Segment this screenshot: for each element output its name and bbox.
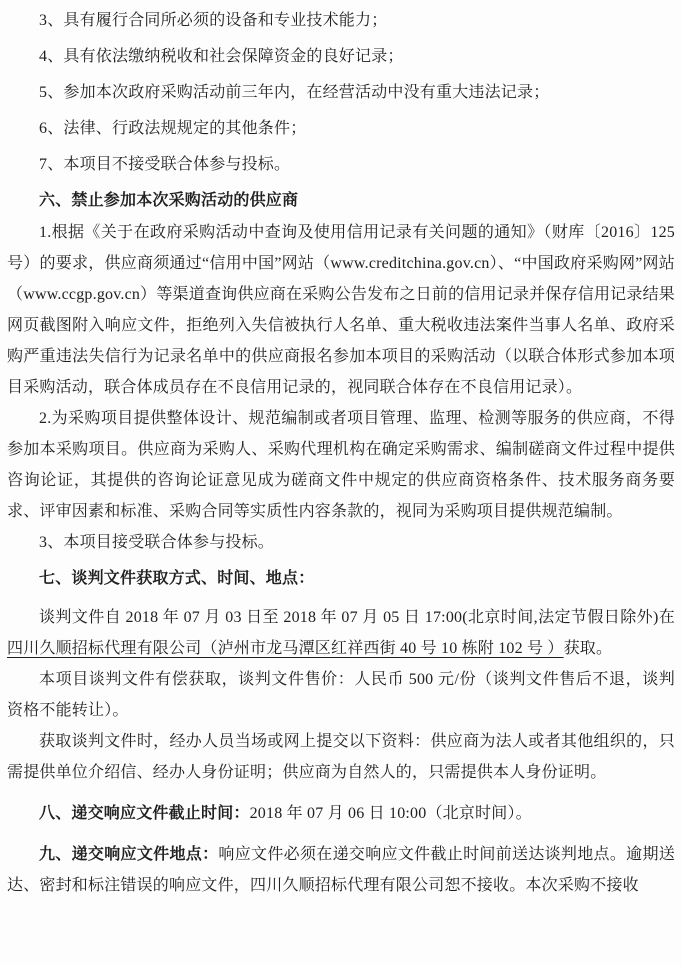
paragraph-delivery-address xyxy=(7,839,675,901)
paragraph-deadline xyxy=(7,798,675,829)
list-item-6 xyxy=(7,113,675,144)
text-run: 3、具有履行合同所必须的设备和专业技术能力； xyxy=(39,12,388,29)
text-run: 获取。 xyxy=(563,640,613,657)
text-run: 6、法律、行政法规规定的其他条件； xyxy=(39,120,307,137)
paragraph-document-price xyxy=(7,664,675,726)
text-run: 谈判文件自 2018 年 07 月 03 日至 2018 年 07 月 05 日 17:00(北京时间,法定节假日除外)在 xyxy=(39,609,675,626)
bold-label-deadline: 八、递交响应文件截止时间： xyxy=(39,805,250,822)
text-run: 2.为采购项目提供整体设计、规范编制或者项目管理、监理、检测等服务的供应商，不得参加本采购项目。供应商为采购人、采购代理机构在确定采购需求、编制磋商文件过程中提供咨询论证，其提供的咨询论证意见成为磋商文件中规定的供应商资格条件、技术服务商务要求、评审因素和标准、采购合同等实质性内容条款的，视同为采购项目提供规范编制。 xyxy=(7,410,675,520)
underlined-agency-address: 四川久顺招标代理有限公司（泸州市龙马潭区红祥西街 40 号 10 栋附 102 号 ） xyxy=(7,640,564,657)
text-run: 获取谈判文件时，经办人员当场或网上提交以下资料：供应商为法人或者其他组织的，只需提供单位介绍信、经办人身份证明；供应商为自然人的，只需提供本人身份证明。 xyxy=(7,733,675,781)
text-run: 4、具有依法缴纳税收和社会保障资金的良好记录； xyxy=(39,48,404,65)
heading-text: 七、谈判文件获取方式、时间、地点： xyxy=(39,570,315,587)
heading-section-6 xyxy=(7,185,675,216)
text-run: 2018 年 07 月 06 日 10:00（北京时间）。 xyxy=(249,805,532,822)
paragraph-obtain-materials xyxy=(7,726,675,788)
list-item-4 xyxy=(7,41,675,72)
paragraph-consulting-restriction xyxy=(7,403,675,527)
list-item-3 xyxy=(7,5,675,36)
paragraph-document-obtain xyxy=(7,602,675,664)
bold-label-address: 九、递交响应文件地点： xyxy=(39,846,219,863)
text-run: 3、本项目接受联合体参与投标。 xyxy=(39,534,275,551)
text-run: 5、参加本次政府采购活动前三年内，在经营活动中没有重大违法记录； xyxy=(39,84,550,101)
list-item-joint-bid xyxy=(7,527,675,558)
text-run: 本项目谈判文件有偿获取，谈判文件售价：人民币 500 元/份（谈判文件售后不退，谈判资格不能转让）。 xyxy=(7,671,675,719)
text-run: 7、本项目不接受联合体参与投标。 xyxy=(39,156,291,173)
heading-section-7 xyxy=(7,563,675,594)
heading-text: 六、禁止参加本次采购活动的供应商 xyxy=(39,192,299,209)
list-item-5 xyxy=(7,77,675,108)
text-run: 1.根据《关于在政府采购活动中查询及使用信用记录有关问题的通知》（财库〔2016〕125 号）的要求，供应商须通过“信用中国”网站（www.creditchina.gov.cn）、“中国政府采购网”网站（www.ccgp.gov.cn）等渠道查询供应商在采购公告发布之日前的信用记录并保存信用记录结果网页截图附入响应文件，拒绝列入失信被执行人名单、重大税收违法案件当事人名单、政府采购严重违法失信行为记录名单中的供应商报名参加本项目的采购活动（以联合体形式参加本项目采购活动，联合体成员存在不良信用记录的，视同联合体存在不良信用记录）。 xyxy=(7,224,675,396)
text-run: 响应文件必须在递交响应文件截止时间前送达谈判地点。逾期送达、密封和标注错误的响应文件，四川久顺招标代理有限公司恕不接收。本次采购不接收 xyxy=(7,846,675,894)
paragraph-credit-record-notice xyxy=(7,217,675,403)
list-item-7 xyxy=(7,149,675,180)
